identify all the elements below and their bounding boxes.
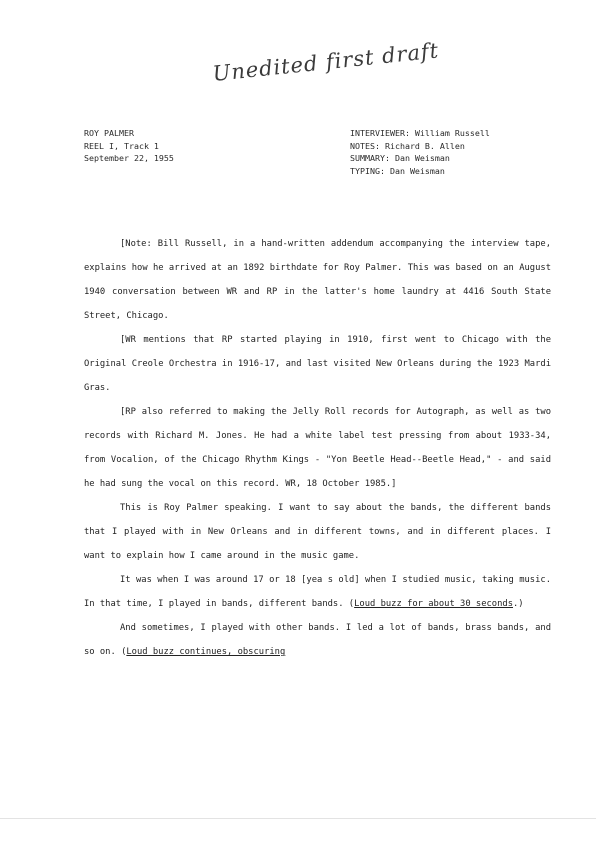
interview-date: September 22, 1955 — [84, 153, 174, 163]
transcript-body — [84, 232, 551, 664]
transcript-paragraph-study — [84, 568, 551, 616]
transcript-paragraph-intro: This is Roy Palmer speaking. I want to say about the bands, the different bands that I played with in New Orleans and in different towns, and in different places. I want to explain how I came around in the music game. — [84, 503, 551, 561]
header-right — [350, 127, 490, 177]
reel-track: REEL I, Track 1 — [84, 140, 159, 151]
typing-credit: TYPING: Dan Weisman — [350, 165, 445, 176]
summary-credit: SUMMARY: Dan Weisman — [350, 153, 450, 163]
editorial-note-buzz: Loud buzz for about 30 seconds — [354, 599, 513, 609]
editorial-note-buzz-continues: Loud buzz continues, obscuring — [126, 647, 286, 657]
study-text: It was when I was around 17 or 18 [yea s old] when I studied music, taking music. In that time, I played in bands, different bands. ( — [84, 575, 551, 609]
page-edge-divider — [0, 818, 596, 819]
header-left — [84, 127, 174, 165]
study-text-end: .) — [513, 599, 524, 609]
handwritten-annotation: Unedited first draft — [211, 38, 441, 86]
notes-credit: NOTES: Richard B. Allen — [350, 140, 465, 151]
interviewer-credit: INTERVIEWER: William Russell — [350, 128, 490, 138]
note-paragraph-career: [WR mentions that RP started playing in 1910, first went to Chicago with the Original Creole Orchestra in 1916-17, and last visited New Orleans during the 1923 Mardi Gras. — [84, 335, 551, 393]
subject-name: ROY PALMER — [84, 128, 134, 138]
note-paragraph-birthdate: [Note: Bill Russell, in a hand-written addendum accompanying the interview tape, explains how he arrived at an 1892 birthdate for Roy Palmer. This was based on an August 1940 conversation between WR and RP in the latter's home laundry at 4416 South State Street, Chicago. — [84, 239, 551, 321]
bands-text: And sometimes, I played with other bands. I led a lot of bands, brass bands, and so on. ( — [84, 623, 551, 657]
note-paragraph-records: [RP also referred to making the Jelly Roll records for Autograph, as well as two records with Richard M. Jones. He had a white label test pressing from about 1933-34, from Vocalion, of the Chicago Rhythm Kings - "Yon Beetle Head--Beetle Head," - and said he had sung the vocal on this record. WR, 18 October 1985.] — [84, 407, 551, 489]
transcript-paragraph-bands — [84, 616, 551, 664]
